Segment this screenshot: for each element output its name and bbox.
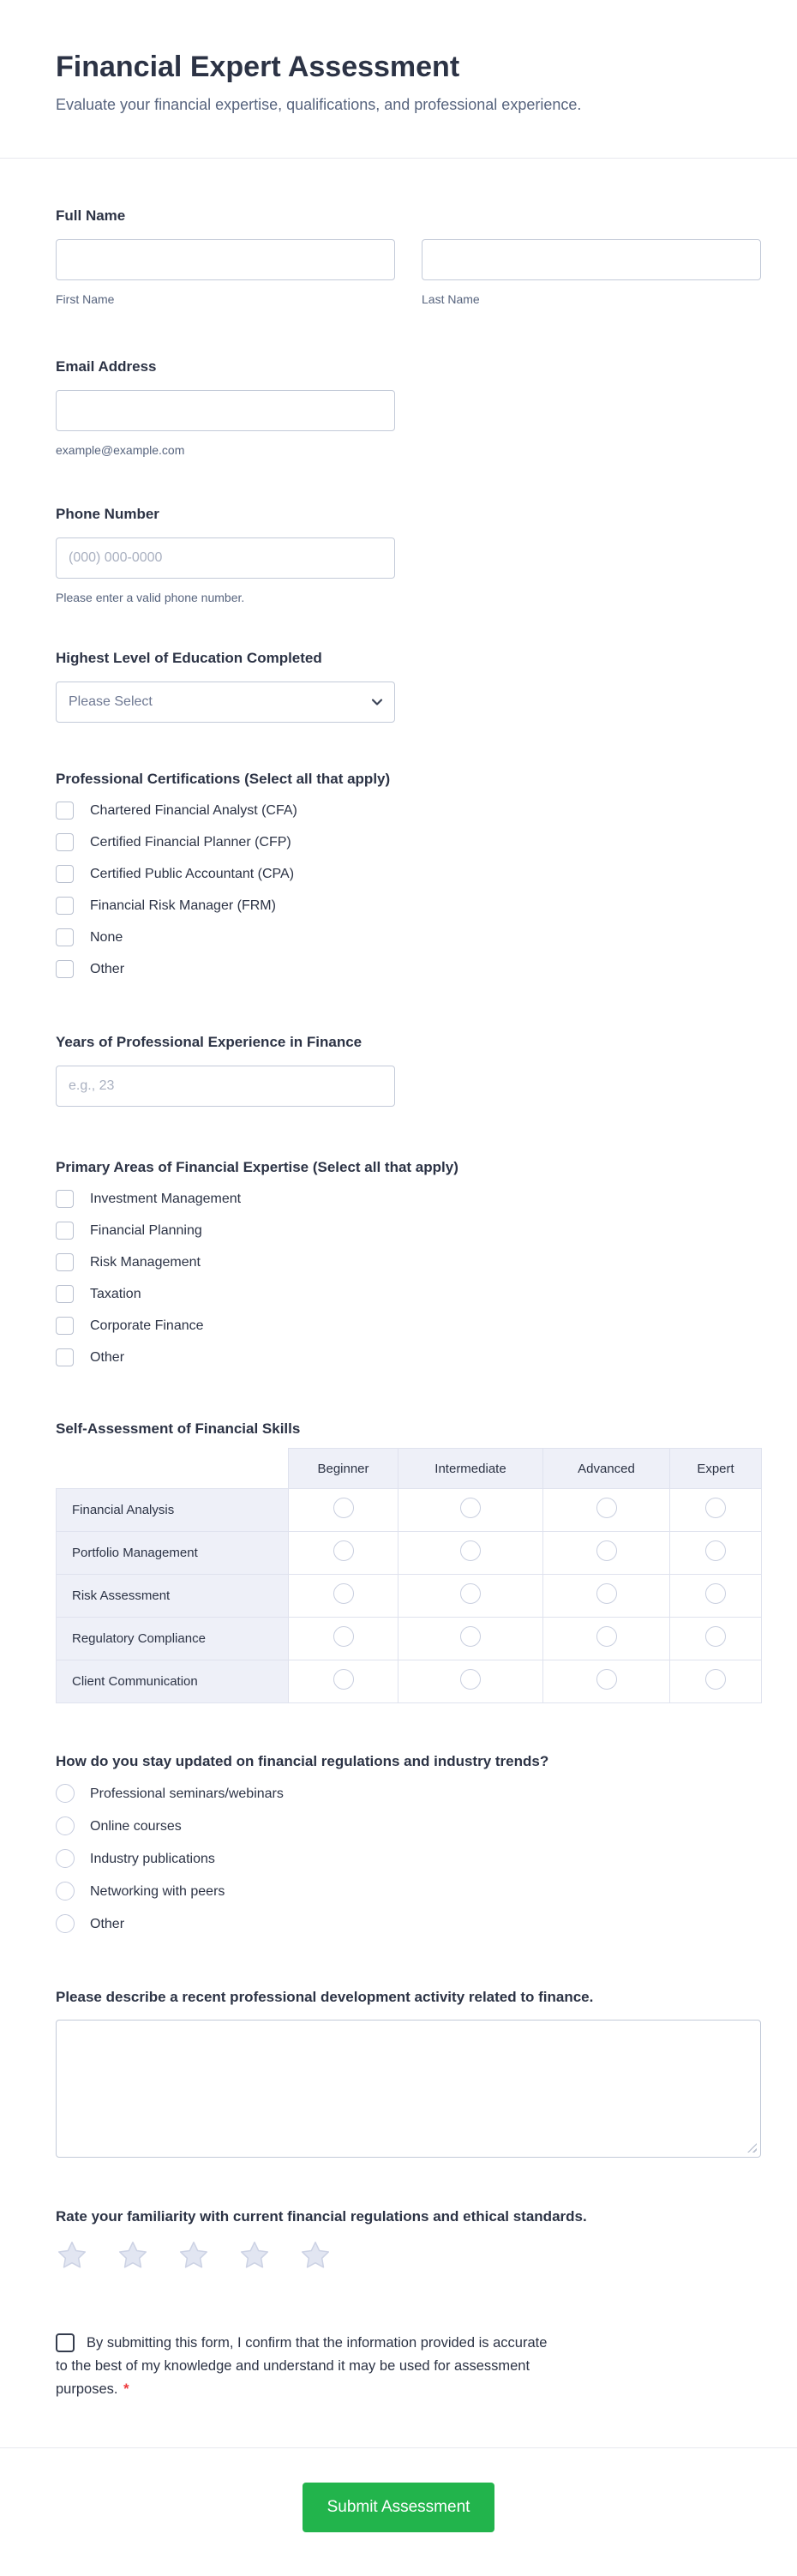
radio-option-label: Other xyxy=(90,1916,125,1931)
checkbox-option[interactable] xyxy=(56,1253,761,1271)
matrix-cell[interactable] xyxy=(289,1532,398,1575)
matrix-row xyxy=(57,1660,762,1703)
matrix-cell[interactable] xyxy=(543,1575,670,1618)
checkbox-icon[interactable] xyxy=(56,1348,74,1366)
checkbox-icon[interactable] xyxy=(56,1190,74,1208)
matrix-cell[interactable] xyxy=(543,1618,670,1660)
matrix-radio-icon[interactable] xyxy=(460,1498,481,1518)
checkbox-option-label: Other xyxy=(90,962,125,976)
consent-checkbox[interactable] xyxy=(56,2333,75,2352)
consent-text-block xyxy=(56,2332,557,2401)
matrix-row xyxy=(57,1532,762,1575)
question-consent xyxy=(56,2332,761,2401)
matrix-row-label: Portfolio Management xyxy=(57,1532,289,1575)
matrix-radio-icon[interactable] xyxy=(460,1626,481,1647)
education-select-wrap xyxy=(56,682,395,723)
checkbox-icon[interactable] xyxy=(56,928,74,946)
checkbox-option-label: Investment Management xyxy=(90,1192,242,1206)
matrix-cell[interactable] xyxy=(289,1660,398,1703)
experience-years-input[interactable] xyxy=(56,1066,395,1107)
first-name-input[interactable] xyxy=(56,239,395,280)
star-icon[interactable] xyxy=(238,2240,271,2271)
checkbox-option[interactable] xyxy=(56,897,761,915)
star-icon[interactable] xyxy=(117,2240,149,2271)
phone-input[interactable] xyxy=(56,537,395,579)
skills-matrix-label: Self-Assessment of Financial Skills xyxy=(56,1420,301,1437)
last-name-input[interactable] xyxy=(422,239,761,280)
matrix-cell[interactable] xyxy=(289,1575,398,1618)
checkbox-option-label: Certified Financial Planner (CFP) xyxy=(90,835,291,850)
radio-option-label: Industry publications xyxy=(90,1851,215,1866)
matrix-cell[interactable] xyxy=(398,1618,543,1660)
matrix-row-label: Client Communication xyxy=(57,1660,289,1703)
question-experience-years xyxy=(56,1033,761,1107)
form-header xyxy=(0,0,797,159)
checkbox-option-label: Other xyxy=(90,1350,125,1365)
question-stay-updated xyxy=(56,1752,761,1933)
radio-icon[interactable] xyxy=(56,1849,75,1868)
last-name-sublabel: Last Name xyxy=(422,292,480,306)
checkbox-icon[interactable] xyxy=(56,1317,74,1335)
checkbox-icon[interactable] xyxy=(56,865,74,883)
checkbox-icon[interactable] xyxy=(56,1285,74,1303)
star-icon[interactable] xyxy=(56,2240,88,2271)
matrix-radio-icon[interactable] xyxy=(333,1540,354,1561)
development-activity-label: Please describe a recent professional development activity related to finance. xyxy=(56,1989,594,2005)
email-label: Email Address xyxy=(56,358,157,375)
matrix-cell[interactable] xyxy=(289,1489,398,1532)
matrix-row-label: Regulatory Compliance xyxy=(57,1618,289,1660)
checkbox-option[interactable] xyxy=(56,928,761,946)
matrix-radio-icon[interactable] xyxy=(333,1626,354,1647)
radio-icon[interactable] xyxy=(56,1816,75,1835)
phone-label: Phone Number xyxy=(56,506,159,522)
radio-icon[interactable] xyxy=(56,1882,75,1900)
checkbox-option-label: Chartered Financial Analyst (CFA) xyxy=(90,803,297,818)
matrix-row-label: Financial Analysis xyxy=(57,1489,289,1532)
matrix-cell[interactable] xyxy=(398,1532,543,1575)
star-rating xyxy=(56,2239,761,2272)
matrix-cell[interactable] xyxy=(670,1489,762,1532)
question-certifications xyxy=(56,770,761,978)
matrix-row-label: Risk Assessment xyxy=(57,1575,289,1618)
radio-option-label: Networking with peers xyxy=(90,1883,225,1899)
email-input[interactable] xyxy=(56,390,395,431)
star-icon[interactable] xyxy=(177,2240,210,2271)
radio-icon[interactable] xyxy=(56,1914,75,1933)
matrix-radio-icon[interactable] xyxy=(596,1498,617,1518)
question-skills-matrix xyxy=(56,1420,761,1703)
expertise-label: Primary Areas of Financial Expertise (Select all that apply) xyxy=(56,1159,458,1175)
matrix-radio-icon[interactable] xyxy=(596,1669,617,1690)
question-email xyxy=(56,357,761,457)
certifications-label: Professional Certifications (Select all that apply) xyxy=(56,771,391,787)
first-name-col xyxy=(56,225,395,306)
matrix-radio-icon[interactable] xyxy=(596,1626,617,1647)
matrix-radio-icon[interactable] xyxy=(705,1669,726,1690)
checkbox-option-label: Corporate Finance xyxy=(90,1318,204,1333)
education-label: Highest Level of Education Completed xyxy=(56,650,322,666)
certifications-options xyxy=(56,802,761,978)
submit-section xyxy=(0,2447,797,2576)
matrix-cell[interactable] xyxy=(543,1489,670,1532)
submit-button[interactable]: Submit Assessment xyxy=(303,2483,494,2532)
radio-option[interactable] xyxy=(56,1882,761,1900)
question-full-name xyxy=(56,207,761,306)
radio-option[interactable] xyxy=(56,1816,761,1835)
experience-years-label: Years of Professional Experience in Finance xyxy=(56,1034,363,1050)
matrix-cell[interactable] xyxy=(670,1575,762,1618)
form-subtitle: Evaluate your financial expertise, qualifications, and professional experience. xyxy=(56,96,582,113)
checkbox-icon[interactable] xyxy=(56,897,74,915)
development-activity-wrap xyxy=(56,2020,761,2158)
radio-option[interactable] xyxy=(56,1784,761,1803)
matrix-radio-icon[interactable] xyxy=(705,1583,726,1604)
checkbox-option-label: None xyxy=(90,930,123,945)
question-expertise xyxy=(56,1158,761,1366)
matrix-radio-icon[interactable] xyxy=(460,1583,481,1604)
checkbox-option[interactable] xyxy=(56,1317,761,1335)
matrix-radio-icon[interactable] xyxy=(705,1540,726,1561)
matrix-radio-icon[interactable] xyxy=(460,1669,481,1690)
form-body xyxy=(0,207,797,2401)
checkbox-option-label: Certified Public Accountant (CPA) xyxy=(90,867,295,881)
checkbox-icon[interactable] xyxy=(56,1222,74,1240)
checkbox-option[interactable] xyxy=(56,1190,761,1208)
checkbox-option[interactable] xyxy=(56,1222,761,1240)
consent-label: By submitting this form, I confirm that the information provided is accurate to the best of my knowledge and understand it may be used for assessment purposes. xyxy=(56,2335,548,2397)
development-activity-textarea[interactable] xyxy=(56,2020,761,2158)
question-familiarity-rating xyxy=(56,2207,761,2272)
matrix-radio-icon[interactable] xyxy=(333,1583,354,1604)
checkbox-icon[interactable] xyxy=(56,802,74,820)
required-asterisk: * xyxy=(123,2381,129,2397)
matrix-cell[interactable] xyxy=(670,1532,762,1575)
checkbox-option[interactable] xyxy=(56,833,761,851)
checkbox-option[interactable] xyxy=(56,802,761,820)
email-sublabel: example@example.com xyxy=(56,443,185,457)
matrix-column-header: Expert xyxy=(670,1449,762,1489)
matrix-column-header: Intermediate xyxy=(398,1449,543,1489)
matrix-radio-icon[interactable] xyxy=(596,1583,617,1604)
checkbox-option[interactable] xyxy=(56,865,761,883)
expertise-options xyxy=(56,1190,761,1366)
full-name-row xyxy=(56,225,761,306)
checkbox-icon[interactable] xyxy=(56,833,74,851)
checkbox-option-label: Taxation xyxy=(90,1287,141,1301)
star-icon[interactable] xyxy=(299,2240,332,2271)
form-title: Financial Expert Assessment xyxy=(56,51,460,83)
matrix-cell[interactable] xyxy=(398,1489,543,1532)
radio-option[interactable] xyxy=(56,1849,761,1868)
stay-updated-label: How do you stay updated on financial regulations and industry trends? xyxy=(56,1753,549,1769)
matrix-cell[interactable] xyxy=(670,1660,762,1703)
matrix-radio-icon[interactable] xyxy=(460,1540,481,1561)
full-name-label: Full Name xyxy=(56,207,126,224)
checkbox-option[interactable] xyxy=(56,960,761,978)
matrix-corner-cell xyxy=(57,1449,289,1489)
checkbox-option-label: Financial Planning xyxy=(90,1223,202,1238)
familiarity-rating-label: Rate your familiarity with current financial regulations and ethical standards. xyxy=(56,2208,587,2225)
radio-option-label: Professional seminars/webinars xyxy=(90,1786,284,1801)
stay-updated-options xyxy=(56,1784,761,1933)
education-select[interactable] xyxy=(56,682,395,723)
first-name-sublabel: First Name xyxy=(56,292,115,306)
matrix-radio-icon[interactable] xyxy=(333,1498,354,1518)
matrix-radio-icon[interactable] xyxy=(705,1498,726,1518)
skills-matrix-body xyxy=(57,1489,762,1703)
skills-matrix-table xyxy=(56,1448,762,1703)
matrix-row xyxy=(57,1489,762,1532)
education-selected-value: Please Select xyxy=(69,694,153,709)
matrix-column-header: Advanced xyxy=(543,1449,670,1489)
matrix-radio-icon[interactable] xyxy=(596,1540,617,1561)
checkbox-option[interactable] xyxy=(56,1285,761,1303)
question-education xyxy=(56,649,761,723)
last-name-col xyxy=(422,225,761,306)
matrix-cell[interactable] xyxy=(670,1618,762,1660)
question-phone xyxy=(56,505,761,604)
question-development-activity xyxy=(56,1988,761,2158)
checkbox-option-label: Risk Management xyxy=(90,1255,201,1270)
matrix-cell[interactable] xyxy=(543,1532,670,1575)
matrix-radio-icon[interactable] xyxy=(333,1669,354,1690)
skills-matrix-head-row xyxy=(57,1449,762,1489)
checkbox-icon[interactable] xyxy=(56,960,74,978)
matrix-row xyxy=(57,1618,762,1660)
radio-icon[interactable] xyxy=(56,1784,75,1803)
matrix-cell[interactable] xyxy=(398,1660,543,1703)
matrix-row xyxy=(57,1575,762,1618)
checkbox-option[interactable] xyxy=(56,1348,761,1366)
radio-option[interactable] xyxy=(56,1914,761,1933)
checkbox-icon[interactable] xyxy=(56,1253,74,1271)
radio-option-label: Online courses xyxy=(90,1818,182,1834)
checkbox-option-label: Financial Risk Manager (FRM) xyxy=(90,898,276,913)
matrix-column-header: Beginner xyxy=(289,1449,398,1489)
matrix-radio-icon[interactable] xyxy=(705,1626,726,1647)
matrix-cell[interactable] xyxy=(398,1575,543,1618)
phone-sublabel: Please enter a valid phone number. xyxy=(56,591,245,604)
matrix-cell[interactable] xyxy=(543,1660,670,1703)
matrix-cell[interactable] xyxy=(289,1618,398,1660)
